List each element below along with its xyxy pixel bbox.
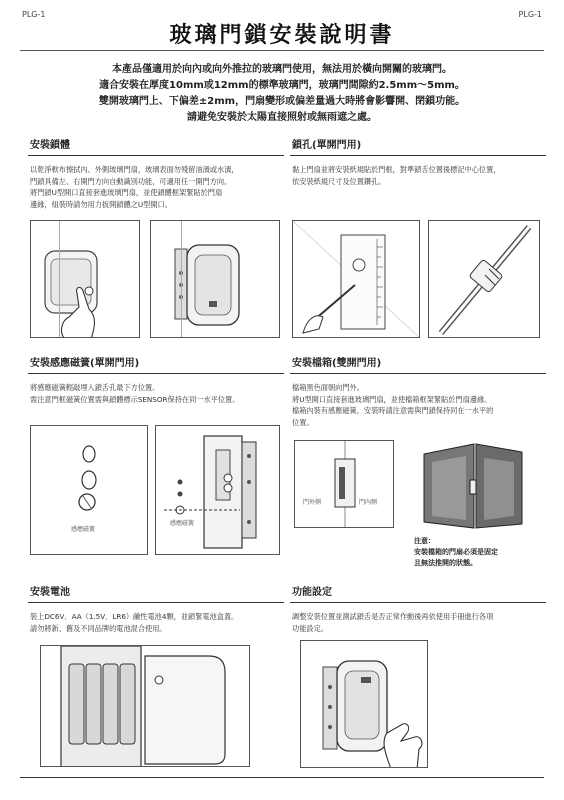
section-text: 黏上門扇並將安裝紙規貼於門框，對準鎖舌位置後標記中心位置， xyxy=(292,165,501,174)
section-title: 安裝感應磁簧(單開門用) xyxy=(28,356,284,374)
section-lock-hole xyxy=(290,138,546,187)
section-text: 邊緣，組裝時請勿用力扳開鎖體之U型開口。 xyxy=(30,199,172,209)
lock-hand-press-icon xyxy=(301,641,428,768)
drill-icon xyxy=(429,221,540,338)
section-install-body xyxy=(28,138,284,210)
section-text: 需注意門框磁簧位置需與鎖體標示SENSOR保持在同一水平位置。 xyxy=(30,394,240,404)
section-text: 將感應磁簧輕敲埋入鎖舌孔最下方位置。 xyxy=(30,383,160,392)
section-text: 功能設定。 xyxy=(292,623,328,633)
battery-compartment-icon xyxy=(41,646,250,767)
section-text: 依安裝紙規尺寸及位置鑽孔。 xyxy=(292,176,386,186)
double-door-icon xyxy=(414,440,530,532)
lock-side-icon xyxy=(156,426,280,555)
lock-body-icon xyxy=(151,221,280,338)
section-text: 請勿將新、舊及不同品牌的電池混合使用。 xyxy=(30,623,167,633)
bottom-divider xyxy=(20,777,544,778)
hand-wipe-icon xyxy=(31,221,140,338)
document-code-right: PLG-1 xyxy=(518,10,542,19)
section-text: 檔箱內裝有感應磁簧，安裝時請注意需與門鎖保持同在一水平的 xyxy=(292,406,494,415)
section-text: 調整安裝位置並測試鎖舌是否正常作動後再依使用手冊進行各項 xyxy=(292,612,494,621)
illustration-lock-body xyxy=(150,220,280,338)
section-title: 鎖孔(單開門用) xyxy=(290,138,546,156)
illustration-function-setting xyxy=(300,640,428,768)
section-text: 位置。 xyxy=(292,417,314,427)
illustration-drill xyxy=(428,220,540,338)
template-ruler-icon xyxy=(293,221,420,338)
section-text: 以乾淨軟布擦拭內、外側玻璃門扇，玻璃表面勿殘留油漬或水漬， xyxy=(30,165,239,174)
intro-line: 本產品僅適用於向內或向外推拉的玻璃門使用，無法用於橫向開關的玻璃門。 xyxy=(112,64,452,75)
page-title: 玻璃門鎖安裝說明書 xyxy=(169,23,395,48)
section-text: 將門鎖U型開口直接套進玻璃門扇，並使鎖體框架緊貼於門扇 xyxy=(30,188,223,197)
illustration-strike-box xyxy=(294,440,394,528)
section-title: 功能設定 xyxy=(290,585,546,603)
inner-side-label: 門內側 xyxy=(359,499,378,506)
illustration-magnet-alignment xyxy=(155,425,280,555)
intro-line: 雙開玻璃門上、下偏差±2mm，門扇變形或偏差量過大時將會影響開、閉鎖功能。 xyxy=(98,96,466,107)
section-title: 安裝檔箱(雙開門用) xyxy=(290,356,546,374)
document-code-left: PLG-1 xyxy=(22,10,46,19)
magnet-label: 感應磁簧 xyxy=(170,520,195,527)
note-line: 注意： xyxy=(414,537,435,545)
section-function xyxy=(290,585,546,634)
outer-side-label: 門外側 xyxy=(303,499,322,506)
section-text: 裝上DC6V．AA（1.5V．LR6）鹼性電池4顆，並鎖緊電池盒蓋。 xyxy=(30,612,239,621)
section-text: 將U型開口直接套進玻璃門扇，並使檔箱框架緊貼於門扇邊緣。 xyxy=(292,394,492,404)
strike-box-note xyxy=(414,536,498,569)
section-sensor-magnet xyxy=(28,356,284,405)
illustration-wipe-glass xyxy=(30,220,140,338)
illustration-battery xyxy=(40,645,250,767)
illustration-template xyxy=(292,220,420,338)
section-strike-box xyxy=(290,356,546,428)
illustration-double-door xyxy=(414,440,530,532)
intro-line: 適合安裝在厚度10mm或12mm的標準玻璃門，玻璃門間隙約2.5mm～5mm。 xyxy=(99,80,465,91)
section-battery xyxy=(28,585,284,634)
section-text: 檔箱黑色面朝向門外。 xyxy=(292,383,364,392)
strike-box-icon xyxy=(295,441,394,528)
note-line: 且無法推開的狀態。 xyxy=(414,559,477,567)
intro-line: 請避免安裝於太陽直接照射或無雨遮之處。 xyxy=(187,112,377,123)
section-title: 安裝電池 xyxy=(28,585,284,603)
section-text: 門鎖具備左、右開門方向自動識別功能，可適用任一開門方向。 xyxy=(30,176,232,186)
magnet-label: 感應磁簧 xyxy=(71,526,96,533)
section-title: 安裝鎖體 xyxy=(28,138,284,156)
note-line: 安裝檔箱的門扇必須是固定 xyxy=(414,548,498,556)
illustration-magnet-holes xyxy=(30,425,148,555)
sensor-magnet-icon xyxy=(31,426,148,555)
intro-notes xyxy=(0,62,564,126)
title-divider xyxy=(20,50,544,51)
